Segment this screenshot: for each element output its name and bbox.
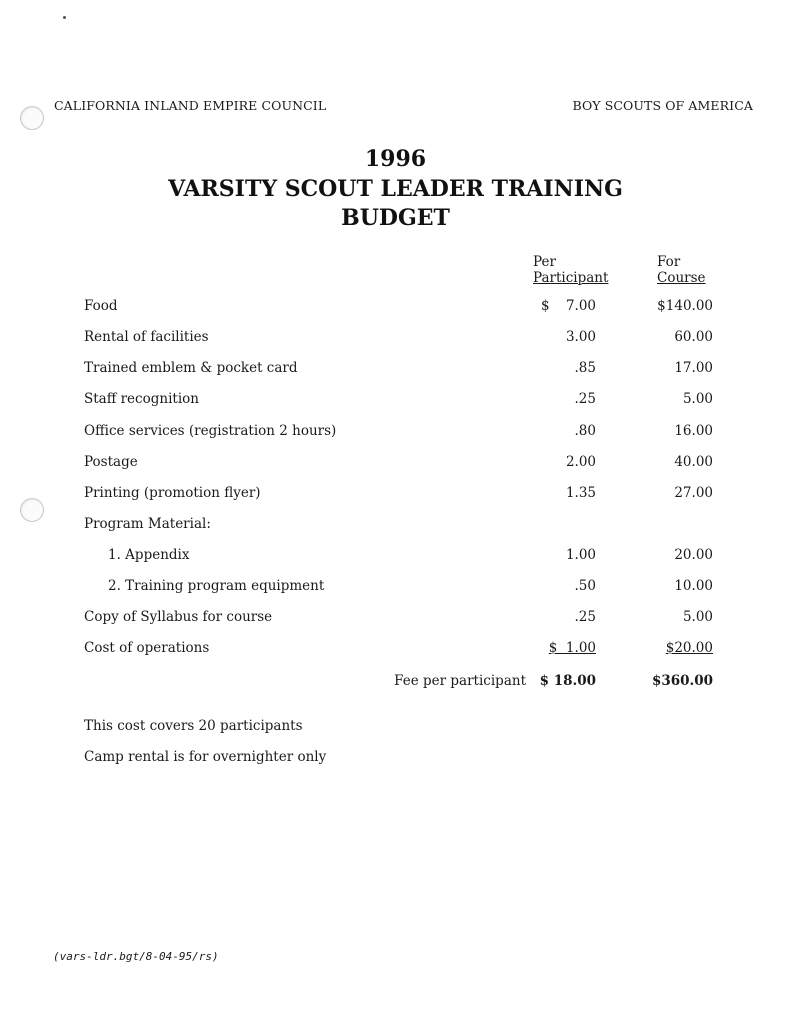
row-label: Copy of Syllabus for course: [84, 609, 273, 625]
row-label: Office services (registration 2 hours): [84, 423, 337, 439]
row-per-value: 1.35: [565, 485, 596, 501]
row-per-value: .25: [574, 391, 596, 407]
row-per-value: .80: [574, 423, 596, 439]
fee-course-value: $360.00: [651, 673, 713, 689]
row-course-value: 27.00: [674, 485, 713, 501]
row-course-value: 17.00: [674, 360, 713, 376]
budget-row: [0, 423, 791, 441]
row-label: 2. Training program equipment: [108, 578, 325, 594]
row-per-value: .85: [574, 360, 596, 376]
budget-row: [0, 578, 791, 596]
note-participants: This cost covers 20 participants: [84, 718, 303, 734]
title-budget: BUDGET: [341, 205, 450, 231]
row-course-value: 60.00: [674, 329, 713, 345]
ink-speck: [63, 16, 66, 19]
row-per-value: $ 1.00: [548, 640, 596, 656]
column-header-for: For: [657, 254, 681, 270]
row-label: Postage: [84, 454, 138, 470]
budget-row: [0, 454, 791, 472]
row-course-value: $140.00: [657, 298, 713, 314]
row-label: Printing (promotion flyer): [84, 485, 261, 501]
row-per-value: .25: [574, 609, 596, 625]
row-label: 1. Appendix: [108, 547, 190, 563]
budget-row: [0, 547, 791, 565]
punch-hole-top: [20, 106, 44, 130]
row-label: Trained emblem & pocket card: [84, 360, 298, 376]
file-reference: (vars-ldr.bgt/8-04-95/rs): [53, 950, 219, 963]
budget-row: [0, 329, 791, 347]
row-course-value: 16.00: [674, 423, 713, 439]
row-course-value: 10.00: [674, 578, 713, 594]
row-per-value: 1.00: [565, 547, 596, 563]
fee-label: Fee per participant: [394, 673, 526, 689]
row-course-value: $20.00: [665, 640, 713, 656]
row-per-value: 2.00: [565, 454, 596, 470]
budget-row-heading: [0, 516, 791, 534]
column-header-for-course: [657, 254, 706, 286]
budget-row: [0, 609, 791, 627]
row-course-value: 20.00: [674, 547, 713, 563]
row-label: Cost of operations: [84, 640, 210, 656]
fee-row: [0, 673, 791, 691]
row-label: Program Material:: [84, 516, 211, 532]
row-label: Food: [84, 298, 118, 314]
row-per-value: .50: [574, 578, 596, 594]
column-header-per-participant: [533, 254, 608, 286]
budget-row: [0, 298, 791, 316]
row-label: Rental of facilities: [84, 329, 209, 345]
column-header-per: Per: [533, 254, 556, 270]
row-course-value: 5.00: [682, 391, 713, 407]
budget-row: [0, 360, 791, 378]
row-per-value: 7.00: [565, 298, 596, 314]
row-per-value: 3.00: [565, 329, 596, 345]
budget-row: [0, 485, 791, 503]
column-header-participant: Participant: [533, 270, 609, 286]
column-header-course: Course: [657, 270, 706, 286]
budget-row: [0, 640, 791, 658]
row-course-value: 5.00: [682, 609, 713, 625]
organization-name: BOY SCOUTS OF AMERICA: [572, 98, 753, 113]
note-camp-rental: Camp rental is for overnighter only: [84, 749, 327, 765]
title-main: VARSITY SCOUT LEADER TRAINING: [168, 176, 623, 202]
row-per-symbol: $: [541, 298, 550, 314]
budget-row: [0, 391, 791, 409]
council-name: CALIFORNIA INLAND EMPIRE COUNCIL: [54, 98, 327, 113]
row-course-value: 40.00: [674, 454, 713, 470]
row-label: Staff recognition: [84, 391, 199, 407]
fee-per-value: $ 18.00: [539, 673, 596, 689]
title-year: 1996: [364, 146, 427, 172]
